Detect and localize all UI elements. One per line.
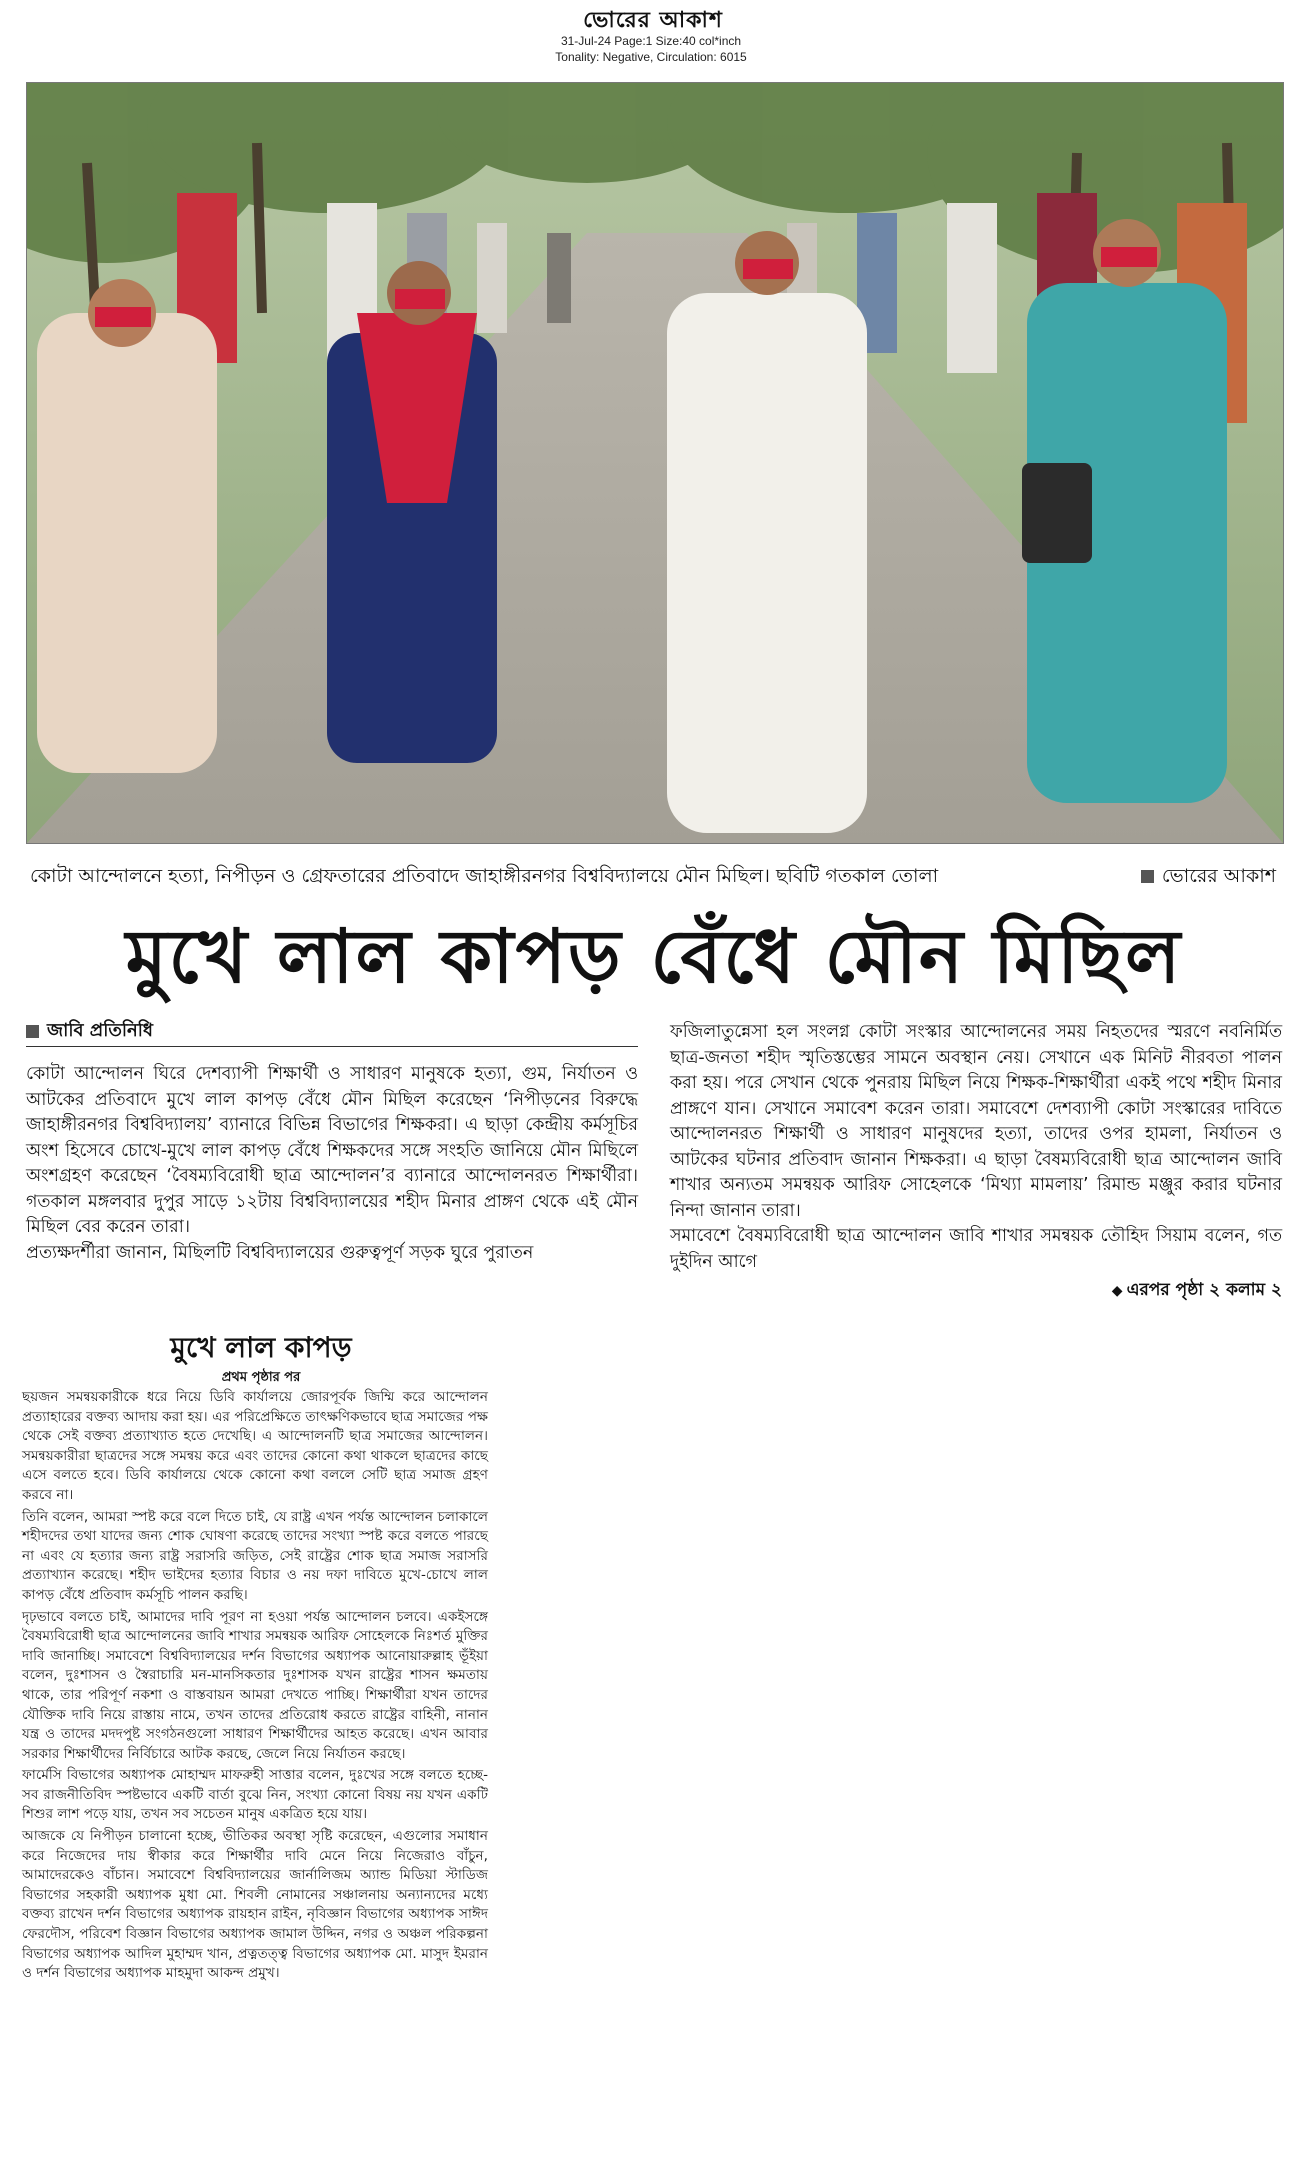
newspaper-logo: ভোরের আকাশ	[583, 7, 723, 33]
jump-paragraph: ফার্মেসি বিভাগের অধ্যাপক মোহাম্মদ মাফরুহী সাত্তার বলেন, দুঃখের সঙ্গে বলতে হচ্ছে- সব রাজনীতিবিদ স্পষ্টভাবে একটি বার্তা বুঝে নিন, সংখ্যা কোনো বিষয় নয় যখন একটি শিশুর লাশ পড়ে যায়, তখন সব সচেতন মানুষ একত্রিত হয়ে যায়।	[22, 1767, 488, 1823]
jump-subtitle: প্রথম পৃষ্ঠার পর	[221, 1370, 301, 1385]
photo-caption	[26, 862, 1282, 890]
jump-paragraph: ছয়জন সমন্বয়কারীকে ধরে নিয়ে ডিবি কার্যালয়ে জোরপূর্বক জিম্মি করে আন্দোলন প্রত্যাহারের বক্তব্য আদায় করা হয়। এর পরিপ্রেক্ষিতে তাৎক্ষণিকভাবে ছাত্র সমাজের পক্ষ থেকে সেই বক্তব্য প্রত্যাখ্যাত হতে দেখেছি। এ আন্দোলনটি ছাত্র সমাজের আন্দোলন। সমন্বয়কারীরা ছাত্রদের সঙ্গে সমন্বয় করে এবং তাদের কোনো কথা থাকলে ছাত্রদের কাছে এসে বলতে হবে। ডিবি কার্যালয়ে থেকে কোনো কথা বললে সেটি ছাত্র সমাজ গ্রহণ করবে না।	[22, 1389, 488, 1503]
jump-column	[22, 1388, 488, 1986]
clipping-meta-tonality: Tonality: Negative, Circulation: 6015	[555, 50, 747, 64]
article-column-left	[26, 1062, 638, 1266]
caption-text: কোটা আন্দোলনে হত্যা, নিপীড়ন ও গ্রেফতারের প্রতিবাদে জাহাঙ্গীরনগর বিশ্ববিদ্যালয়ে মৌন মিছিল। ছবিটি গতকাল তোলা	[30, 865, 939, 887]
continued-note	[670, 1277, 1282, 1305]
byline-label: জাবি প্রতিনিধি	[47, 1020, 153, 1041]
jump-paragraph: দৃঢ়ভাবে বলতে চাই, আমাদের দাবি পূরণ না হওয়া পর্যন্ত আন্দোলন চলবে। একইসঙ্গে বৈষম্যবিরোধী ছাত্র আন্দোলনের জাবি শাখার সমন্বয়ক আরিফ সোহেলকে নিঃশর্ত মুক্তির দাবি জানাচ্ছি। সমাবেশে বিশ্ববিদ্যালয়ের দর্শন বিভাগের অধ্যাপক আনোয়ারুল্লাহ ভূঁইয়া বলেন, দুঃশাসন ও স্বৈরাচারি মন-মানসিকতার দুঃশাসক যখন রাষ্ট্রের শাসন ক্ষমতায় থাকে, তার পরিপূর্ণ নকশা ও বাস্তবায়ন আমরা দেখতে পাচ্ছি। শিক্ষার্থীরা যখন তাদের যৌক্তিক দাবি নিয়ে রাস্তায় নামে, তখন তাদের প্রতিরোধ করতে রাষ্ট্রের বাহিনী, নানান যন্ত্র ও তাদের মদদপুষ্ট সংগঠনগুলো সাধারণ শিক্ষার্থীদের আহত করেছে। এখন আবার সরকার শিক্ষার্থীদের নির্বিচারে আটক করছে, জেলে নিয়ে নির্যাতন করছে।	[22, 1608, 488, 1762]
diamond-arrow-icon: ◆	[1111, 1283, 1123, 1299]
jump-headline: মুখে লাল কাপড়	[170, 1331, 352, 1364]
square-bullet-icon	[1141, 870, 1154, 883]
continued-label: এরপর পৃষ্ঠা ২ কলাম ২	[1126, 1280, 1282, 1300]
article-paragraph: ফজিলাতুন্নেসা হল সংলগ্ন কোটা সংস্কার আন্দোলনের সময় নিহতদের স্মরণে নবনির্মিত ছাত্র-জনতা শহীদ স্মৃতিস্তম্ভের সামনে অবস্থান নেয়। সেখানে এক মিনিট নীরবতা পালন করা হয়। পরে সেখান থেকে পুনরায় মিছিল নিয়ে শিক্ষক-শিক্ষার্থীরা একই পথে শহীদ মিনার প্রাঙ্গণে যান। সেখানে সমাবেশ করেন তারা। সমাবেশে দেশব্যাপী কোটা সংস্কারের দাবিতে আন্দোলনরত শিক্ষার্থী ও সাধারণ মানুষদের হত্যা, তাদের ওপর হামলা, নির্যাতন ও আটকের ঘটনার প্রতিবাদ জানান শিক্ষকরা। এ ছাড়া বৈষম্যবিরোধী ছাত্র আন্দোলন জাবি শাখার অন্যতম সমন্বয়ক আরিফ সোহেলকে ‘মিথ্যা মামলায়’ রিমান্ড মঞ্জুর করার ঘটনার নিন্দা জানান তারা।	[670, 1022, 1282, 1221]
square-bullet-icon	[26, 1025, 39, 1038]
byline	[26, 1016, 638, 1047]
jump-paragraph: আজকে যে নিপীড়ন চালানো হচ্ছে, ভীতিকর অবস্থা সৃষ্টি করেছেন, এগুলোর সমাধান করে নিজেদের দায় স্বীকার করে শিক্ষার্থীর দাবি মেনে নিয়ে নিজেরাও বাঁচুন, আমাদেরকেও বাঁচান। সমাবেশে বিশ্ববিদ্যালয়ের জার্নালিজম অ্যান্ড মিডিয়া স্টাডিজ বিভাগের সহকারী অধ্যাপক মুধা মো. শিবলী নোমানের সঞ্চালনায় অন্যান্যদের মধ্যে বক্তব্য রাখেন দর্শন বিভাগের অধ্যাপক রায়হান রাইন, নৃবিজ্ঞান বিভাগের অধ্যাপক সাঈদ ফেরদৌস, পরিবেশ বিজ্ঞান বিভাগের অধ্যাপক জামাল উদ্দিন, নগর ও অঞ্চল পরিকল্পনা বিভাগের অধ্যাপক আদিল মুহাম্মদ খান, প্রত্নতত্ত্ব বিভাগের অধ্যাপক মো. মাসুদ ইমরান ও দর্শন বিভাগের অধ্যাপক মাহমুদা আকন্দ প্রমুখ।	[22, 1828, 488, 1982]
headline: মুখে লাল কাপড় বেঁধে মৌন মিছিল	[125, 914, 1183, 1000]
article-paragraph: প্রত্যক্ষদর্শীরা জানান, মিছিলটি বিশ্ববিদ্যালয়ের গুরুত্বপূর্ণ সড়ক ঘুরে পুরাতন	[26, 1242, 534, 1263]
jump-paragraph: তিনি বলেন, আমরা স্পষ্ট করে বলে দিতে চাই, যে রাষ্ট্র এখন পর্যন্ত আন্দোলন চলাকালে শহীদদের তথা যাদের জন্য শোক ঘোষণা করেছে তাদের সংখ্যা স্পষ্ট করে বলতে পারছে না এবং যে হত্যার জন্য রাষ্ট্র সরাসরি জড়িত, সেই রাষ্ট্রের শোক ছাত্র সমাজ সরাসরি প্রত্যাখ্যান করেছে। শহীদ ভাইদের হত্যার বিচার ও নয় দফা দাবিতে মুখে-চোখে লাল কাপড় বেঁধে প্রতিবাদ কর্মসূচি পালন করছি।	[22, 1508, 488, 1603]
article-column-right	[670, 1020, 1282, 1275]
article-paragraph: সমাবেশে বৈষম্যবিরোধী ছাত্র আন্দোলন জাবি শাখার সমন্বয়ক তৌহিদ সিয়াম বলেন, গত দুইদিন আগে	[670, 1226, 1282, 1272]
caption-credit	[1141, 862, 1276, 890]
credit-label: ভোরের আকাশ	[1161, 865, 1276, 887]
photo-image	[26, 82, 1284, 844]
clipping-meta-date: 31-Jul-24 Page:1 Size:40 col*inch	[560, 34, 742, 48]
photo-illustration	[27, 83, 1283, 843]
article-paragraph: কোটা আন্দোলন ঘিরে দেশব্যাপী শিক্ষার্থী ও সাধারণ মানুষকে হত্যা, গুম, নির্যাতন ও আটকের প্রতিবাদে মুখে লাল কাপড় বেঁধে মৌন মিছিল করেছেন ‘নিপীড়নের বিরুদ্ধে জাহাঙ্গীরনগর বিশ্ববিদ্যালয়’ ব্যানারে বিভিন্ন বিভাগের শিক্ষকরা। এ ছাড়া কেন্দ্রীয় কর্মসূচির অংশ হিসেবে চোখে-মুখে লাল কাপড় বেঁধে শিক্ষকদের সঙ্গে সংহতি জানিয়ে মৌন মিছিলে অংশগ্রহণ করেছেন ‘বৈষম্যবিরোধী ছাত্র আন্দোলন’র ব্যানারে আন্দোলনরত শিক্ষার্থীরা। গতকাল মঙ্গলবার দুপুর সাড়ে ১২টায় বিশ্ববিদ্যালয়ের শহীদ মিনার প্রাঙ্গণ থেকে এই মৌন মিছিল বের করেন তারা।	[26, 1064, 638, 1237]
